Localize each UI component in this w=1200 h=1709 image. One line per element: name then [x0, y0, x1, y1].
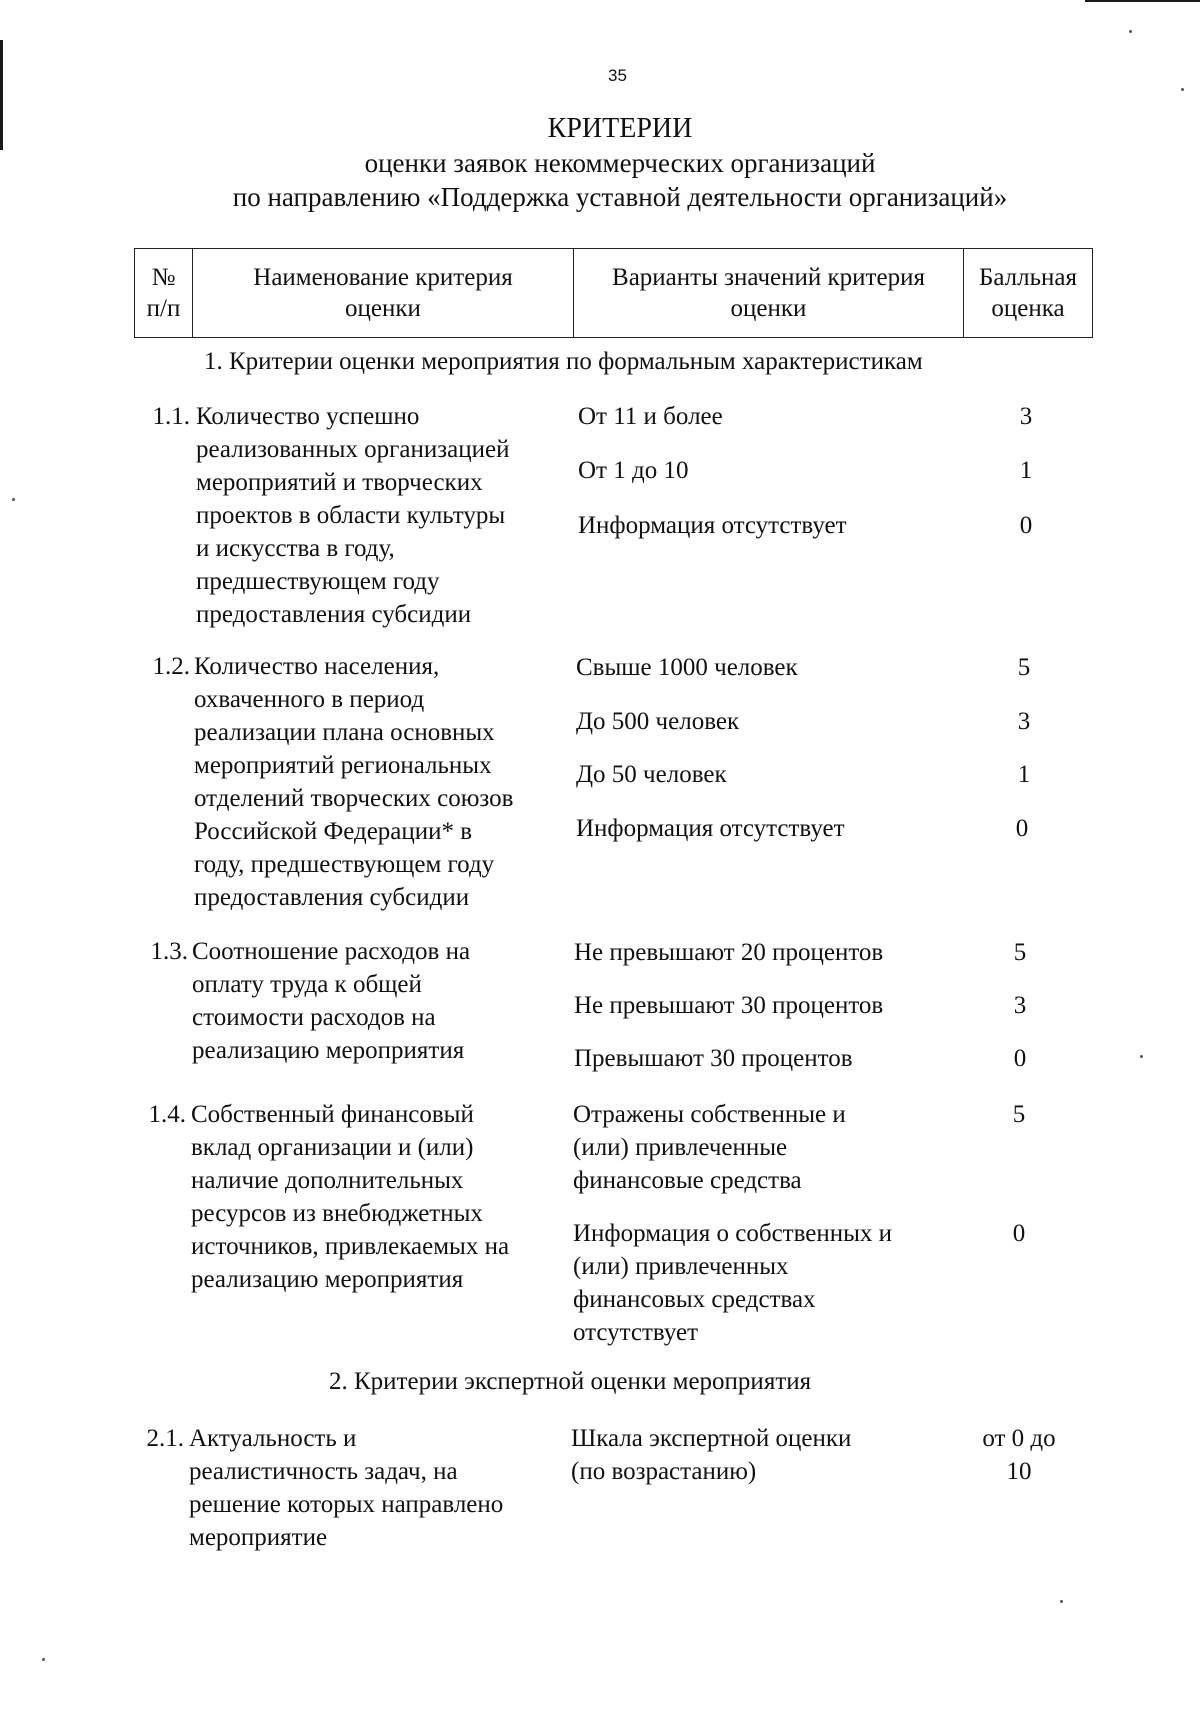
option-score: 3 [1019, 403, 1033, 430]
title-line-1: КРИТЕРИИ [547, 113, 693, 144]
criterion-name: Количество населения, охваченного в период реализации плана основных мероприятий региональных отделений творческих союзов Российской Федерации* в году, предшествующем году предоставления субсидии [194, 653, 514, 911]
option-score: 5 [1013, 939, 1027, 966]
option-score: 3 [1017, 708, 1031, 735]
option-score: 0 [1015, 815, 1029, 842]
title-line-3: по направлению «Поддержка уставной деятельности организаций» [232, 182, 1008, 212]
criterion-name: Собственный финансовый вклад организации и (или) наличие дополнительных ресурсов из внебюджетных источников, привлекаемых на реализацию мероприятия [191, 1101, 510, 1293]
option-score: 0 [1013, 1045, 1027, 1072]
header-number: № п/п [135, 249, 193, 338]
header-criterion-name: Наименование критерия оценки [193, 249, 574, 338]
title-line-2: оценки заявок некоммерческих организаций [364, 148, 876, 178]
criterion-option: Отражены собственные и (или) привлеченные финансовые средства 5 [573, 1098, 846, 1197]
criterion-number: 1.3. [150, 938, 188, 965]
header-score: Балльная оценка [964, 249, 1093, 338]
page-number: 35 [608, 66, 627, 85]
option-score: 5 [1017, 654, 1031, 681]
option-score: 0 [1012, 1220, 1026, 1247]
criterion-number: 1.2. [152, 653, 190, 680]
criterion-name: Соотношение расходов на оплату труда к общей стоимости расходов на реализацию мероприятия [192, 938, 471, 1064]
criterion-number: 1.4. [148, 1101, 186, 1128]
section-1-title: 1. Критерии оценки мероприятия по формальным характеристикам [204, 348, 923, 375]
criterion-option: Шкала экспертной оценки (по возрастанию) от 0 до 10 [571, 1422, 851, 1488]
option-score: 3 [1013, 992, 1027, 1019]
criterion-name: Количество успешно реализованных организацией мероприятий и творческих проектов в области культуры и искусства в году, предшествующем году предоставления субсидии [196, 403, 510, 628]
scan-speck [1140, 1055, 1143, 1058]
criterion-option: От 1 до 10 1 [578, 454, 688, 487]
header-value-variants: Варианты значений критерия оценки [574, 249, 964, 338]
scan-speck [1129, 30, 1132, 33]
criterion-option: Информация о собственных и (или) привлеченных финансовых средствах отсутствует 0 [573, 1217, 892, 1349]
criterion-option: Не превышают 30 процентов 3 [574, 989, 883, 1022]
criterion-number: 1.1. [152, 403, 190, 430]
criterion-option: Информация отсутствует 0 [576, 812, 845, 845]
option-score: 5 [1012, 1101, 1026, 1128]
criterion-option: Свыше 1000 человек 5 [576, 651, 798, 684]
option-score: 1 [1019, 457, 1033, 484]
scan-speck [12, 498, 15, 501]
scan-speck [1060, 1600, 1063, 1603]
criterion-option: Не превышают 20 процентов 5 [574, 936, 883, 969]
criteria-table-header [134, 248, 1093, 338]
criterion-option: Информация отсутствует 0 [578, 509, 847, 542]
document-title [0, 112, 1200, 214]
option-score: от 0 до 10 [982, 1425, 1056, 1485]
criterion-option: До 500 человек 3 [576, 705, 739, 738]
criterion-name: Актуальность и реалистичность задач, на решение которых направлено мероприятие [189, 1425, 504, 1551]
option-score: 1 [1017, 761, 1031, 788]
scan-speck [1181, 88, 1184, 91]
scan-edge-mark [1085, 0, 1200, 2]
option-score: 0 [1019, 512, 1033, 539]
criterion-option: До 50 человек 1 [576, 758, 727, 791]
scan-speck [42, 1658, 45, 1661]
criterion-option: От 11 и более 3 [578, 400, 723, 433]
criterion-option: Превышают 30 процентов 0 [574, 1042, 853, 1075]
criterion-number: 2.1. [146, 1425, 184, 1452]
section-2-title: 2. Критерии экспертной оценки мероприятия [329, 1368, 812, 1395]
